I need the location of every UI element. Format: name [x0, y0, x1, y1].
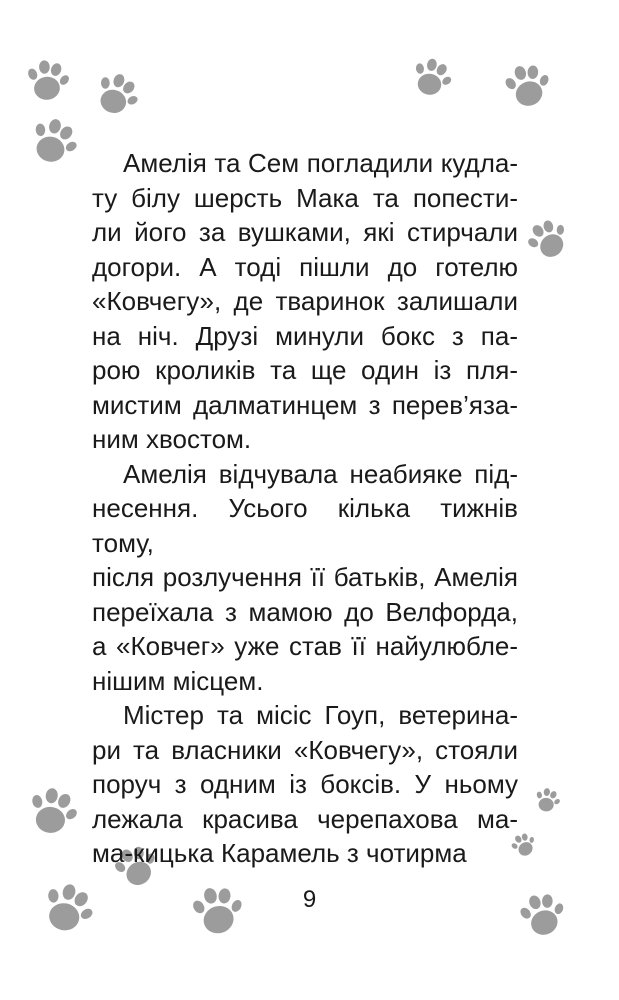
paw-print-icon — [519, 210, 577, 268]
paw-print-icon — [20, 779, 86, 845]
paragraph-1 — [92, 146, 518, 457]
text-line: переїхала з мамою до Велфорда, — [92, 596, 518, 627]
text-line: Амелія відчувала неабияке під- — [123, 458, 518, 489]
paw-print-icon — [405, 51, 460, 106]
text-line: нішим місцем. — [92, 665, 264, 696]
text-line: а «Ковчег» уже став її найулюбле- — [92, 631, 518, 661]
paw-print-icon — [22, 55, 74, 107]
text-line: рою кроликів та ще один із пля- — [92, 355, 518, 385]
text-line: догори. А тоді пішли до готелю — [92, 251, 518, 282]
text-line: ри та власники «Ковчегу», стояли — [92, 734, 518, 765]
text-line: лежала красива черепахова ма- — [92, 803, 518, 834]
text-line: «Ковчегу», де тваринок залишали — [92, 286, 518, 316]
page-number: 9 — [302, 886, 317, 913]
paw-print-icon — [21, 109, 88, 176]
paragraph-2 — [92, 457, 518, 699]
page-text — [92, 146, 518, 871]
paragraph-3 — [92, 698, 518, 871]
text-line: поруч з одним із боксів. У ньому — [92, 769, 518, 799]
text-line: Містер та місіс Гоуп, ветерина- — [123, 700, 518, 730]
text-line: на ніч. Друзі минули бокс з па- — [92, 320, 518, 351]
paw-print-icon — [530, 783, 564, 817]
text-line: ту білу шерсть Мака та попести- — [92, 182, 518, 213]
paw-print-icon — [86, 64, 149, 127]
text-line: ма-кицька Карамель з чотирма — [92, 838, 467, 868]
text-line: Амелія та Сем погладили кудла- — [123, 148, 518, 178]
text-line: ним хвостом. — [92, 424, 252, 454]
text-line: несення. Усього кілька тижнів тому, — [92, 493, 518, 558]
paw-print-icon — [501, 59, 555, 113]
text-line: ли його за вушками, які стирчали — [92, 217, 518, 247]
text-line: після розлучення її батьків, Амелія — [92, 562, 518, 592]
text-line: мистим далматинцем з перев’яза- — [92, 389, 518, 420]
